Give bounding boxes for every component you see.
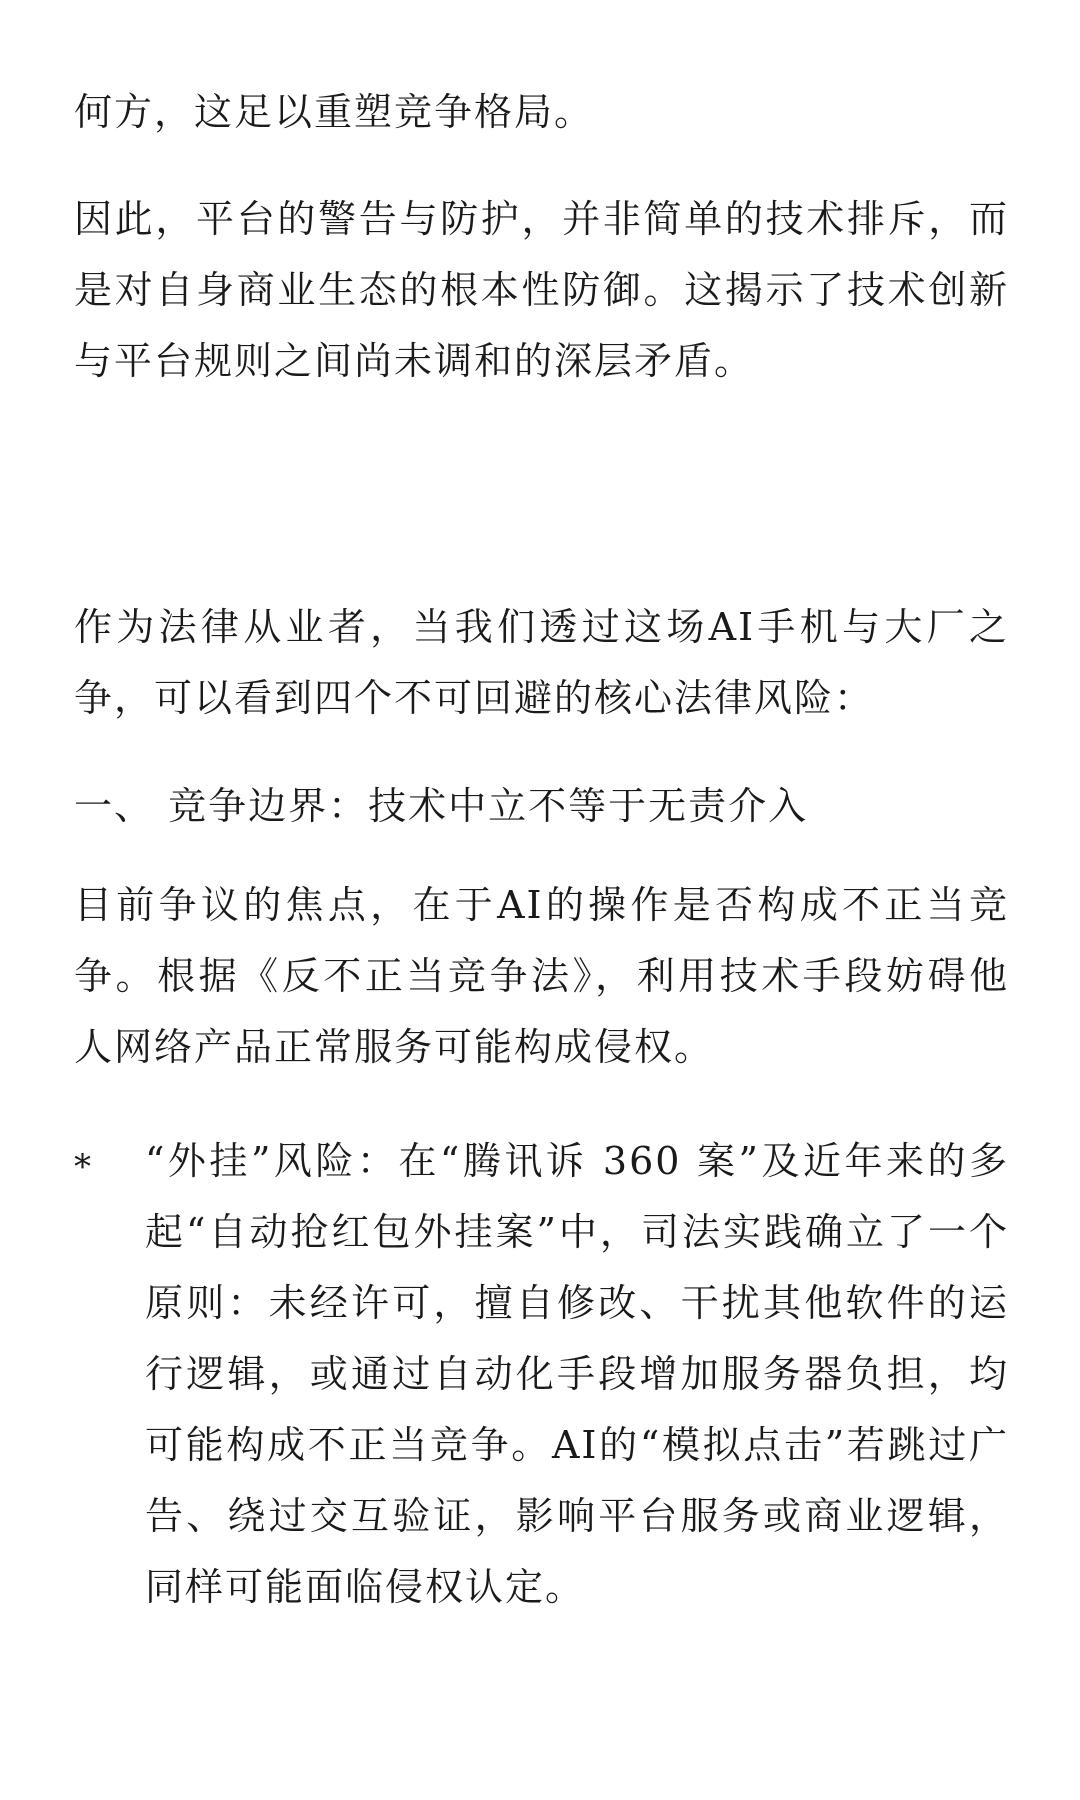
paragraph-platform-defense: 因此，平台的警告与防护，并非简单的技术排斥，而是对自身商业生态的根本性防御。这揭示了技术创新与平台规则之间尚未调和的深层矛盾。: [74, 197, 1009, 383]
paragraph-legal-risks-intro: 作为法律从业者，当我们透过这场AI手机与大厂之争，可以看到四个不可回避的核心法律风险：: [74, 605, 1009, 720]
paragraph-intro-tail: 何方，这足以重塑竞争格局。: [74, 90, 595, 134]
bullet-asterisk-icon: *: [74, 1147, 91, 1187]
section-heading-competition-boundary: 一、 竞争边界：技术中立不等于无责介入: [74, 784, 809, 828]
paragraph-unfair-competition: 目前争议的焦点，在于AI的操作是否构成不正当竞争。根据《反不正当竞争法》，利用技术手段妨碍他人网络产品正常服务可能构成侵权。: [74, 883, 1009, 1069]
bullet-text: “外挂”风险：在“腾讯诉 360 案”及近年来的多起“自动抢红包外挂案”中，司法实践确立了一个原则：未经许可，擅自修改、干扰其他软件的运行逻辑，或通过自动化手段增加服务器负担，均可能构成不正当竞争。AI的“模拟点击”若跳过广告、绕过交互验证，影响平台服务或商业逻辑，同样可能面临侵权认定。: [145, 1139, 1009, 1609]
